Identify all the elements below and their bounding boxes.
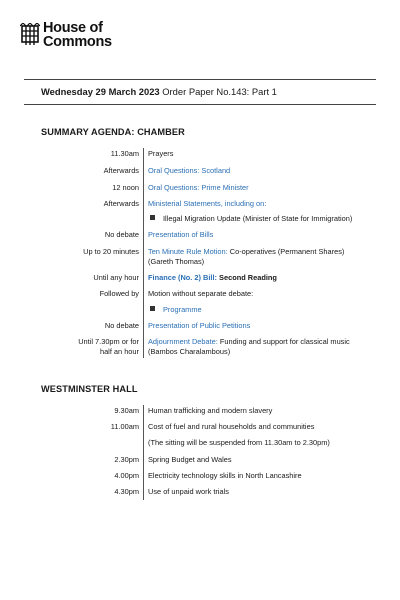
agenda-item-text: Co-operatives (Permanent Shares) <box>227 247 345 256</box>
agenda-item <box>148 337 378 357</box>
agenda-item-member: (Bambos Charalambous) <box>148 347 231 356</box>
agenda-time: Up to 20 minutes <box>83 247 139 256</box>
agenda-item: Use of unpaid work trials <box>148 487 229 496</box>
statement-title: Illegal Migration Update (Minister of State for Immigration) <box>163 214 353 223</box>
agenda-item <box>148 247 378 267</box>
suspension-note: (The sitting will be suspended from 11.30am to 2.30pm) <box>148 438 330 447</box>
portcullis-icon <box>20 23 40 47</box>
agenda-item: Spring Budget and Wales <box>148 455 232 464</box>
programme-link[interactable]: Programme <box>163 305 202 314</box>
order-paper-title <box>41 86 277 97</box>
agenda-time: 4.30pm <box>114 487 139 496</box>
agenda-time: 12 noon <box>112 183 139 192</box>
westminster-divider <box>143 405 144 500</box>
agenda-item: Human trafficking and modern slavery <box>148 406 273 415</box>
agenda-item: Prayers <box>148 149 174 158</box>
agenda-item: Cost of fuel and rural households and communities <box>148 422 315 431</box>
chamber-divider <box>143 148 144 358</box>
chamber-heading: SUMMARY AGENDA: CHAMBER <box>41 127 185 137</box>
agenda-time: Followed by <box>99 289 139 298</box>
agenda-time: 4.00pm <box>114 471 139 480</box>
agenda-time-line-1: Until 7.30pm or for <box>78 337 139 346</box>
public-petitions-link[interactable]: Presentation of Public Petitions <box>148 321 251 330</box>
agenda-item: Motion without separate debate: <box>148 289 254 298</box>
oral-questions-pm-link[interactable]: Oral Questions: Prime Minister <box>148 183 249 192</box>
agenda-item-member: (Gareth Thomas) <box>148 257 205 266</box>
presentation-of-bills-link[interactable]: Presentation of Bills <box>148 230 214 239</box>
top-rule <box>24 79 376 80</box>
finance-bill-link[interactable]: Finance (No. 2) Bill: <box>148 273 217 282</box>
agenda-item <box>148 273 378 283</box>
agenda-item-text: Funding and support for classical music <box>217 337 350 346</box>
house-of-commons-logo <box>20 21 112 49</box>
adjournment-debate-link[interactable]: Adjournment Debate: <box>148 337 218 346</box>
logo-line-1: House of <box>43 20 103 36</box>
bullet-icon <box>150 306 155 311</box>
agenda-time: 9.30am <box>114 406 139 415</box>
agenda-time: Until any hour <box>93 273 139 282</box>
order-paper-number: Order Paper No.143: Part 1 <box>159 86 277 97</box>
agenda-item-text: Second Reading <box>216 273 277 282</box>
ministerial-statements-link[interactable]: Ministerial Statements, including on: <box>148 199 267 208</box>
agenda-time: No debate <box>104 321 139 330</box>
agenda-time: No debate <box>104 230 139 239</box>
agenda-bullet-item <box>148 305 378 315</box>
order-paper-date: Wednesday 29 March 2023 <box>41 86 160 97</box>
agenda-time: 11.00am <box>110 422 139 431</box>
ten-minute-rule-link[interactable]: Ten Minute Rule Motion: <box>148 247 228 256</box>
agenda-time <box>29 337 139 357</box>
bullet-icon <box>150 215 155 220</box>
agenda-time: 2.30pm <box>114 455 139 464</box>
oral-questions-scotland-link[interactable]: Oral Questions: Scotland <box>148 166 231 175</box>
agenda-item: Electricity technology skills in North Lancashire <box>148 471 302 480</box>
westminster-hall-heading: WESTMINSTER HALL <box>41 384 138 394</box>
agenda-time: Afterwards <box>103 199 139 208</box>
agenda-time: 11.30am <box>110 149 139 158</box>
agenda-bullet-item <box>148 214 378 224</box>
header-bottom-rule <box>24 104 376 105</box>
logo-line-2: Commons <box>43 34 112 50</box>
agenda-time-line-2: half an hour <box>99 347 139 356</box>
agenda-time: Afterwards <box>103 166 139 175</box>
